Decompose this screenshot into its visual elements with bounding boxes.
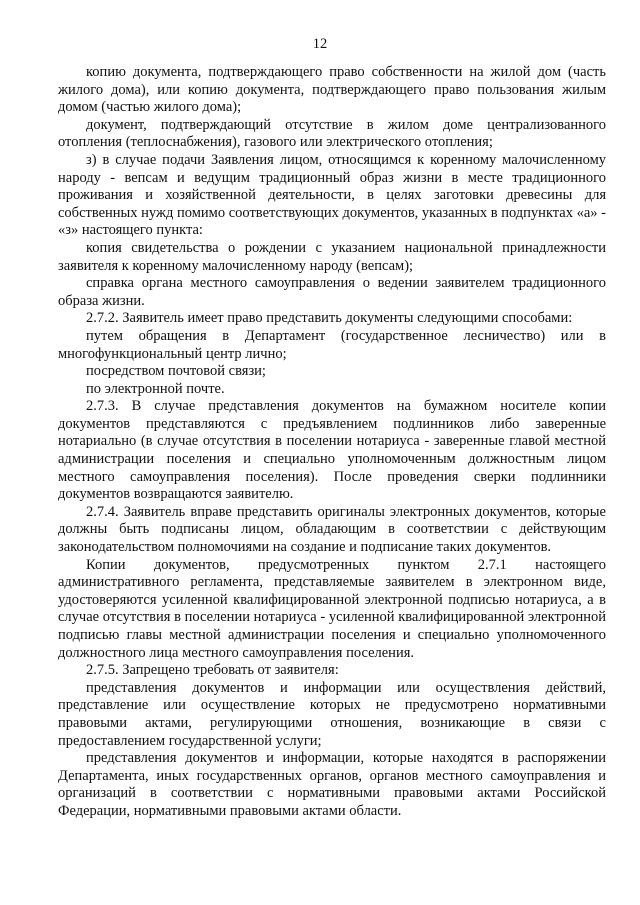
paragraph: Копии документов, предусмотренных пунктом 2.7.1 настоящего административного регламента, представляемые заявителем в электронном виде, удостоверяются усиленной квалифицированной электронной подписью нотариуса, а в случае отсутствия в поселении нотариуса - усиленной квалифицированной электронной подписью главы местной администрации поселения и специально уполномоченного должностного лица местного самоуправления поселения. <box>58 556 606 661</box>
paragraph: 2.7.4. Заявитель вправе представить оригиналы электронных документов, которые должны быть подписаны лицом, обладающим в соответствии с действующим законодательством полномочиями на создание и подписание таких документов. <box>58 503 606 556</box>
paragraph: з) в случае подачи Заявления лицом, относящимся к коренному малочисленному народу - вепсам и ведущим традиционный образ жизни в месте традиционного проживания и хозяйственной деятельности, в целях заготовки древесины для собственных нужд помимо соответствующих документов, указанных в подпунктах «а» - «з» настоящего пункта: <box>58 151 607 239</box>
paragraph: 2.7.2. Заявитель имеет право представить документы следующими способами: <box>86 310 573 327</box>
paragraph: путем обращения в Департамент (государственное лесничество) или в многофункциональный центр лично; <box>58 327 606 362</box>
paragraph: справка органа местного самоуправления о ведении заявителем традиционного образа жизни. <box>58 275 606 309</box>
paragraph: копию документа, подтверждающего право собственности на жилой дом (часть жилого дома), или копию документа, подтверждающего право пользования жилым домом (частью жилого дома); <box>58 64 606 116</box>
document-body <box>58 64 606 821</box>
paragraph: представления документов и информации, которые находятся в распоряжении Департамента, иных государственных органов, органов местного самоуправления и организаций в соответствии с нормативными правовыми актами Российской Федерации, нормативными правовыми актами области. <box>58 750 606 819</box>
paragraph: копия свидетельства о рождении с указанием национальной принадлежности заявителя к коренному малочисленному народу (вепсам); <box>58 239 606 274</box>
paragraph: документ, подтверждающий отсутствие в жилом доме централизованного отопления (теплоснабжения), газового или электрического отопления; <box>58 116 606 151</box>
paragraph: 2.7.5. Запрещено требовать от заявителя: <box>86 662 339 679</box>
paragraph: представления документов и информации или осуществления действий, представление или осуществление которых не предусмотрено нормативными правовыми актами, регулирующими отношения, возникающие в связи с предоставлением государственной услуги; <box>58 679 606 749</box>
paragraph: 2.7.3. В случае представления документов на бумажном носителе копии документов представляются с предъявлением подлинников либо заверенные нотариально (в случае отсутствия в поселении нотариуса - заверенные главой местной администрации поселения и специально уполномоченным должностным лицом местного самоуправления поселения). После проведения сверки подлинники документов возвращаются заявителю. <box>58 398 606 503</box>
page-number: 12 <box>312 36 328 52</box>
paragraph: посредством почтовой связи; <box>86 363 266 380</box>
paragraph: по электронной почте. <box>86 380 225 397</box>
